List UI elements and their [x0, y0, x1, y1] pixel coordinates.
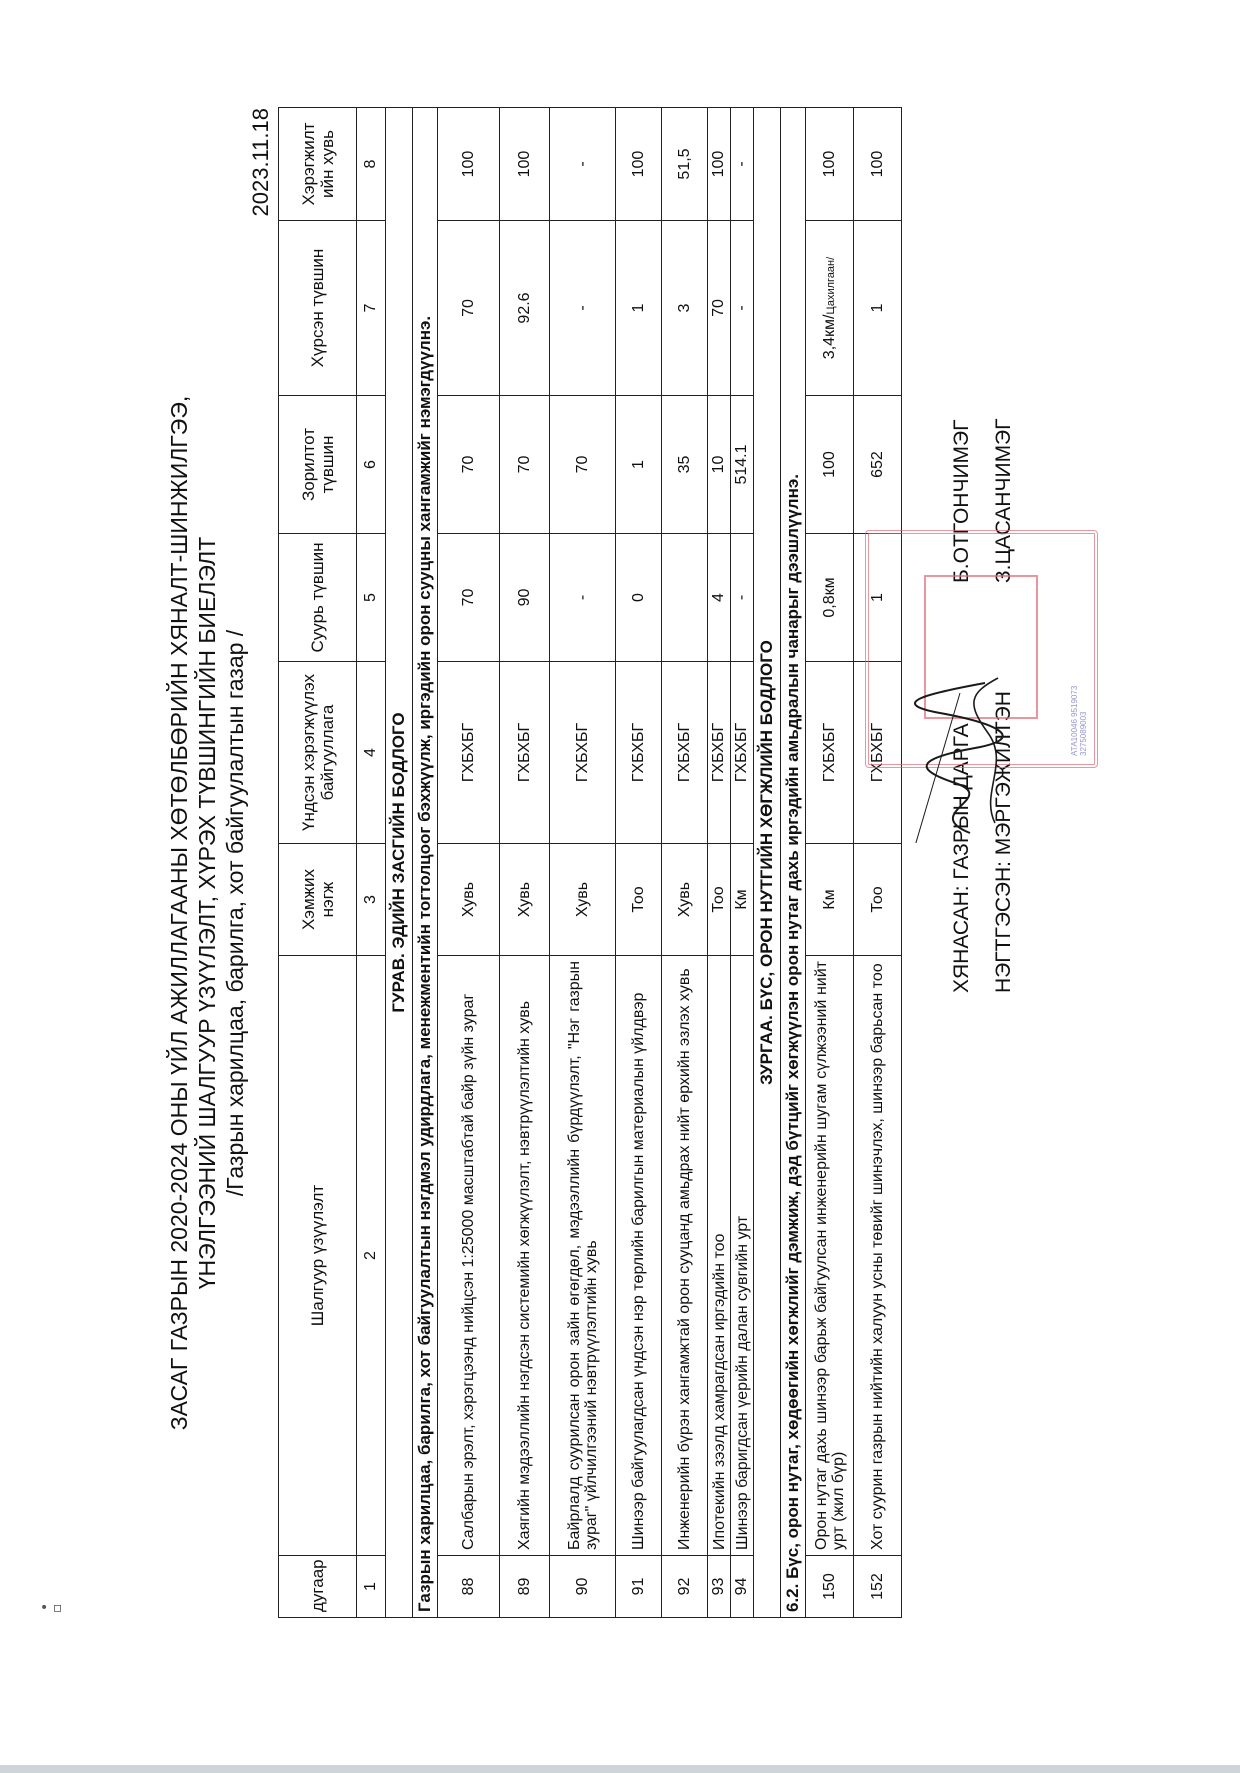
org-cell: ГХБХБГ [616, 662, 662, 844]
signature-stroke [915, 683, 1003, 833]
subsection-title: 6.2. Бүс, орон нутаг, хөдөөгийн хөгжлийг дэмжиж, дэд бүтцийг хөгжүүлэн орон нутаг дахь иргэдийн амьдралын чанарыг дээшлүүлнэ. [781, 108, 806, 1618]
title-line-2: ҮНЭЛГЭЭНИЙ ШАЛГУУР ҮЗҮҮЛЭЛТ, ХҮРЭХ ТҮВШИНГИЙН БИЕЛЭЛТ [194, 536, 220, 1290]
column-number: 4 [357, 662, 386, 844]
table-row [662, 108, 708, 1618]
achieved-cell [806, 221, 854, 396]
achieved-cell: 1 [854, 221, 902, 396]
org-cell: ГХБХБГ [662, 662, 708, 844]
approved-name: Б.ОТГОНЧИМЭГ [950, 419, 973, 583]
column-number: 6 [357, 396, 386, 534]
achieved-cell: 70 [708, 221, 731, 396]
stamp-registration: АТА10046 9519073 3275089003 [1070, 685, 1088, 756]
indicator-description: Байрлалд суурилсан орон зайн өгөгдөл, мэдээллийн бүрдүүлэлт, "Нэг газрын зураг" үйлчилгээний нэвтрүүлэлтийн хувь [550, 956, 616, 1556]
row-number: 152 [854, 1556, 902, 1618]
section-title: ЗУРГАА. БҮС, ОРОН НУТГИЙН ХӨГЖЛИЙН БОДЛОГО [754, 108, 781, 1618]
org-cell: ГХБХБГ [708, 662, 731, 844]
unit-cell: Хувь [662, 844, 708, 956]
row-number: 92 [662, 1556, 708, 1618]
indicator-description: Хот суурин газрын нийтийн халуун усны төвийг шинэчлэх, шинээр барьсан тоо [854, 956, 902, 1556]
table-row [616, 108, 662, 1618]
unit-cell: Км [731, 844, 754, 956]
percent-cell: 100 [708, 108, 731, 221]
achieved-value: 3,4км/ [820, 314, 838, 360]
target-cell: 652 [854, 396, 902, 534]
percent-cell: 100 [438, 108, 500, 221]
base-cell: - [731, 534, 754, 662]
header-cell: Хэмжих нэгж [279, 844, 357, 956]
base-cell: 0,8км [806, 534, 854, 662]
table-row [500, 108, 550, 1618]
base-cell: 0 [616, 534, 662, 662]
indicator-description: Инженерийн бүрэн хангамжтай орон сууцанд амьдрах нийт өрхийн эзлэх хувь [662, 956, 708, 1556]
header-cell: Суурь түвшин [279, 534, 357, 662]
table-row [731, 108, 754, 1618]
percent-cell: - [550, 108, 616, 221]
target-cell: 100 [806, 396, 854, 534]
document-date: 2023.11.18 [248, 108, 273, 217]
column-number: 7 [357, 221, 386, 396]
compiled-name: З.ЦАСАНЧИМЭГ [992, 418, 1015, 583]
header-cell: Хэрэгжилт ийн хувь [279, 108, 357, 221]
org-cell: ГХБХБГ [806, 662, 854, 844]
target-cell: 35 [662, 396, 708, 534]
indicator-description: Шинээр баригдсан үерийн далан сувгийн урт [731, 956, 754, 1556]
target-cell: 70 [550, 396, 616, 534]
handwritten-signature [900, 673, 1020, 843]
table-row [708, 108, 731, 1618]
org-cell: ГХБХБГ [438, 662, 500, 844]
subsection-title: Газрын харилцаа, барилга, хот байгуулалтын нэгдмэл удирдлага, менежментийн тогтолцоог бэхжүүлж, иргэдийн орон сууцны хангамжийг нэмэгдүүлнэ. [413, 108, 438, 1618]
org-cell: ГХБХБГ [854, 662, 902, 844]
table-row [854, 108, 902, 1618]
column-number: 5 [357, 534, 386, 662]
target-cell: 70 [500, 396, 550, 534]
org-cell: ГХБХБГ [500, 662, 550, 844]
section-title: ГУРАВ. ЭДИЙН ЗАСГИЙН БОДЛОГО [386, 108, 413, 1618]
signature-stroke-2 [974, 678, 998, 823]
indicator-description: Орон нутаг дахь шинээр барьж байгуулсан инженерийн шугам сүлжээний нийт урт (жил бүр) [806, 956, 854, 1556]
header-cell: Үндсэн хэрэгжүүлэх байгууллага [279, 662, 357, 844]
base-cell [662, 534, 708, 662]
base-cell: 1 [854, 534, 902, 662]
base-cell: 4 [708, 534, 731, 662]
title-line-3: /Газрын харилцаа, барилга, хот байгуулалтын газар / [222, 629, 248, 1197]
header-cell: дугаар [279, 1556, 357, 1618]
row-number: 93 [708, 1556, 731, 1618]
indicator-description: Хаягийн мэдээллийн нэгдсэн системийн хөгжүүлэлт, нэвтрүүлэлтийн хувь [500, 956, 550, 1556]
percent-cell: 100 [854, 108, 902, 221]
indicator-table [278, 107, 902, 1618]
table-row [438, 108, 500, 1618]
target-cell: 10 [708, 396, 731, 534]
row-number: 89 [500, 1556, 550, 1618]
unit-cell: Тоо [616, 844, 662, 956]
approved-label: ХЯНАСАН: ГАЗРЫН ДАРГА [950, 723, 973, 993]
section-row [754, 108, 781, 1618]
achieved-note: Цахилгаан/ [824, 256, 837, 315]
org-cell: ГХБХБГ [731, 662, 754, 844]
column-number: 8 [357, 108, 386, 221]
percent-cell: 51,5 [662, 108, 708, 221]
target-cell: 1 [616, 396, 662, 534]
header-cell: Хүрсэн түвшин [279, 221, 357, 396]
row-number: 88 [438, 1556, 500, 1618]
target-cell: 514.1 [731, 396, 754, 534]
achieved-cell: 3 [662, 221, 708, 396]
unit-cell: Тоо [854, 844, 902, 956]
target-cell: 70 [438, 396, 500, 534]
column-number-row [357, 108, 386, 1618]
achieved-cell: - [550, 221, 616, 396]
column-number: 1 [357, 1556, 386, 1618]
percent-cell: 100 [616, 108, 662, 221]
unit-cell: Хувь [500, 844, 550, 956]
subsection-row [413, 108, 438, 1618]
section-row [386, 108, 413, 1618]
unit-cell: Тоо [708, 844, 731, 956]
compiled-label: НЭГТГЭСЭН: МЭРГЭЖИЛТЭН [992, 691, 1015, 993]
subsection-row [781, 108, 806, 1618]
base-cell: 90 [500, 534, 550, 662]
achieved-cell: 1 [616, 221, 662, 396]
unit-cell: Хувь [438, 844, 500, 956]
indicator-description: Шинээр байгуулагдсан үндсэн нэр төрлийн барилгын материалын үйлдвэр [616, 956, 662, 1556]
title-line-1: ЗАСАГ ГАЗРЫН 2020-2024 ОНЫ ҮЙЛ АЖИЛЛАГААНЫ ХӨТӨЛБӨРИЙН ХЯНАЛТ-ШИНЖИЛГЭЭ, [166, 395, 192, 1431]
achieved-cell: - [731, 221, 754, 396]
percent-cell: 100 [806, 108, 854, 221]
margin-marks: • ▫ [40, 1600, 63, 1616]
header-cell: Зорилтот түвшин [279, 396, 357, 534]
achieved-cell: 92.6 [500, 221, 550, 396]
column-number: 2 [357, 956, 386, 1556]
column-number: 3 [357, 844, 386, 956]
percent-cell: 100 [500, 108, 550, 221]
unit-cell: Хувь [550, 844, 616, 956]
table-row [806, 108, 854, 1618]
base-cell: 70 [438, 534, 500, 662]
unit-cell: Км [806, 844, 854, 956]
base-cell: - [550, 534, 616, 662]
row-number: 91 [616, 1556, 662, 1618]
indicator-description: Салбарын эрэлт, хэрэгцээнд нийцсэн 1:25000 масштабтай байр зүйн зураг [438, 956, 500, 1556]
org-cell: ГХБХБГ [550, 662, 616, 844]
table-row [550, 108, 616, 1618]
indicator-description: Ипотекийн зээлд хамрагдсан иргэдийн тоо [708, 956, 731, 1556]
achieved-cell: 70 [438, 221, 500, 396]
document-title [165, 213, 249, 1613]
header-row [279, 108, 357, 1618]
row-number: 94 [731, 1556, 754, 1618]
header-cell: Шалгуур үзүүлэлт [279, 956, 357, 1556]
percent-cell: - [731, 108, 754, 221]
row-number: 150 [806, 1556, 854, 1618]
row-number: 90 [550, 1556, 616, 1618]
